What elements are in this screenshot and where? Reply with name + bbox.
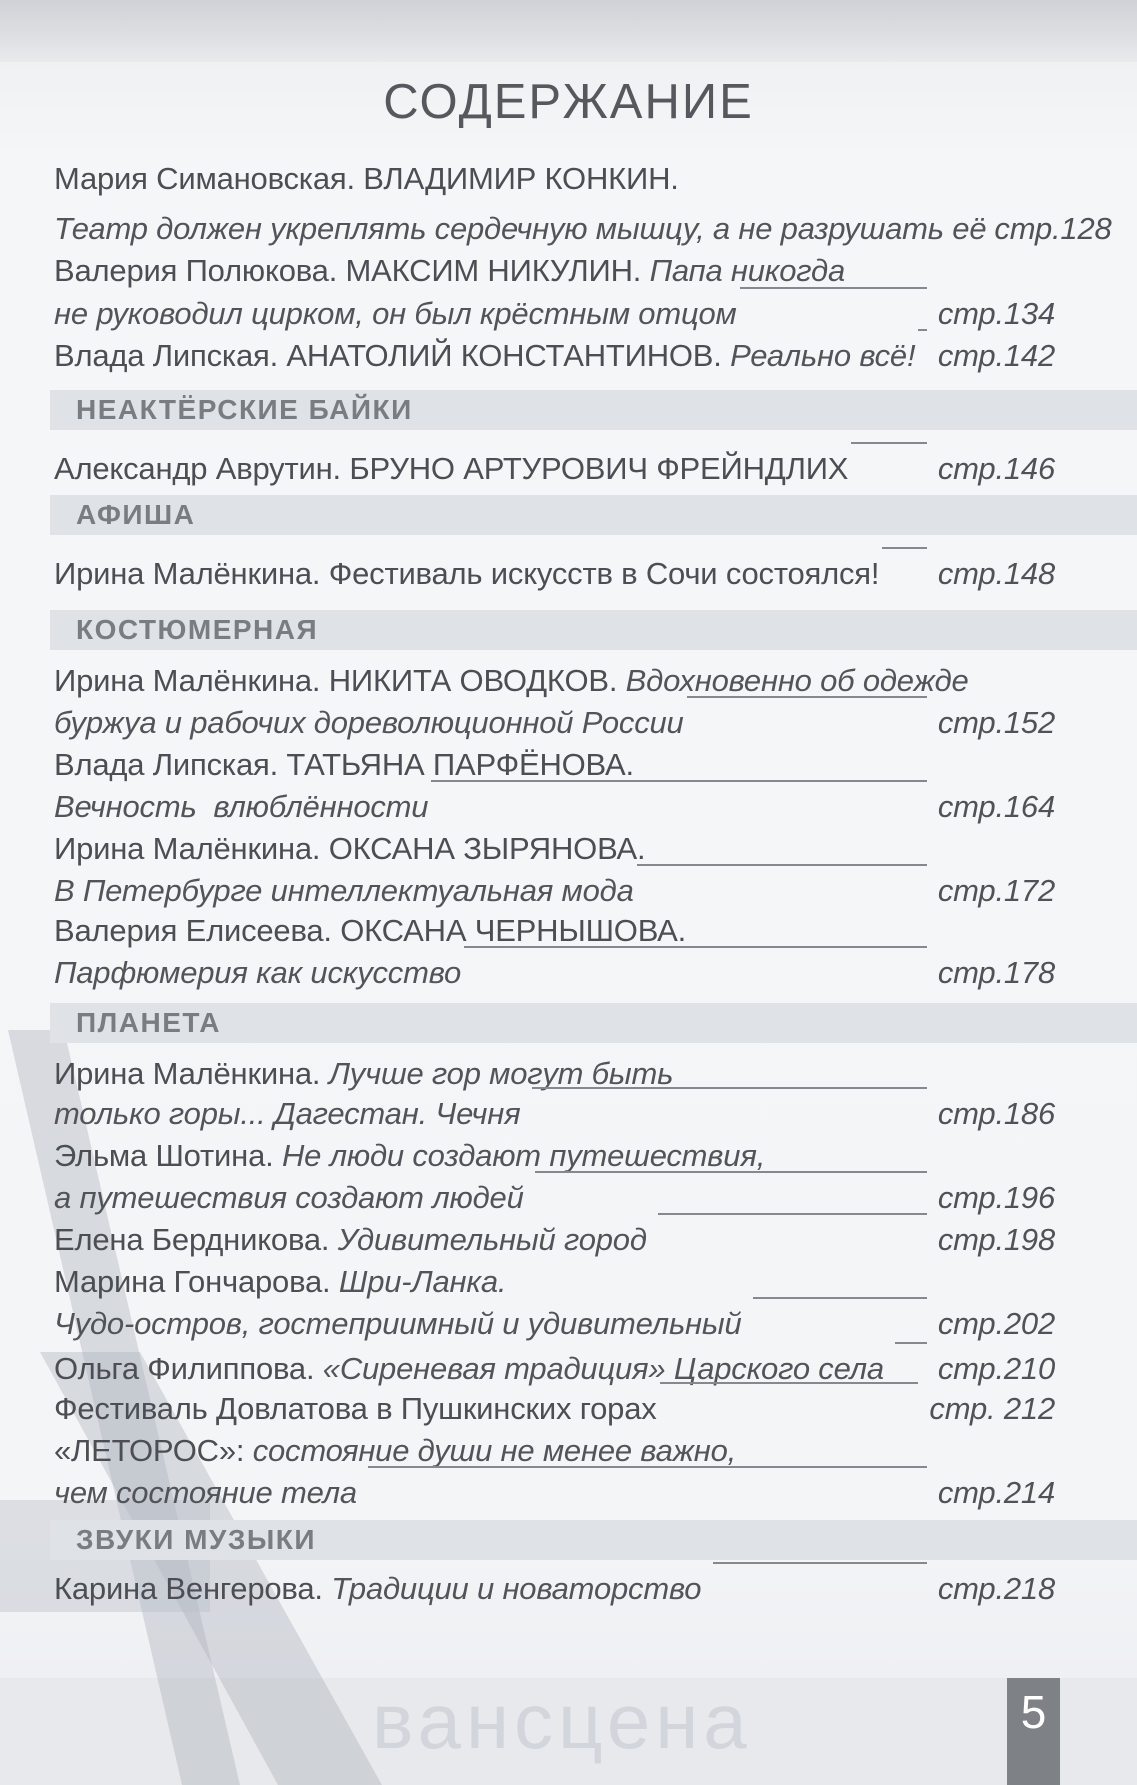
- entry-subtitle: состояние души не менее важно,: [252, 1433, 737, 1468]
- entry-subtitle: Реально всё!: [730, 338, 916, 373]
- toc-entry: [54, 450, 1055, 488]
- page-ref: стр.146: [937, 451, 1055, 486]
- toc-entry: [54, 1474, 1055, 1512]
- entry-author-title: Ирина Малёнкина. НИКИТА ОВОДКОВ.: [54, 663, 626, 698]
- toc-entry: [54, 1137, 1055, 1175]
- page-ref: стр.172: [937, 873, 1055, 908]
- section-header: [50, 390, 1137, 430]
- entry-author-title: Фестиваль Довлатова в Пушкинских горах: [54, 1391, 657, 1426]
- entry-subtitle: Традиции и новаторство: [331, 1571, 710, 1606]
- toc-entry: [54, 1221, 1055, 1259]
- page-ref: стр.214: [937, 1475, 1055, 1510]
- toc-entry: [54, 1390, 1055, 1428]
- entry-subtitle: Парфюмерия как искусство: [54, 955, 462, 990]
- toc-entry: [54, 954, 1055, 992]
- entry-subtitle: Не люди создают путешествия,: [281, 1138, 766, 1173]
- entry-author-title: Влада Липская. ТАТЬЯНА ПАРФЁНОВА.: [54, 747, 634, 782]
- entry-author-title: Ирина Малёнкина.: [54, 1056, 329, 1091]
- page-ref: стр.164: [937, 789, 1055, 824]
- toc-entry: [54, 1263, 1055, 1301]
- toc-entry: [54, 1432, 1055, 1470]
- entry-subtitle: чем состояние тела: [54, 1475, 366, 1510]
- toc-entry: [54, 210, 1112, 248]
- section-header: [50, 1520, 1137, 1560]
- toc-entry: [54, 337, 1055, 375]
- page-ref: стр.178: [937, 955, 1055, 990]
- toc-entry: [54, 295, 1055, 333]
- toc-entry: [54, 662, 1055, 700]
- toc-entry: [54, 1570, 1055, 1608]
- entry-subtitle: Вечность влюблённости: [54, 789, 429, 824]
- entry-author-title: Елена Бердникова.: [54, 1222, 338, 1257]
- entry-subtitle: В Петербурге интеллектуальная мода: [54, 873, 634, 908]
- entry-subtitle: Театр должен укреплять сердечную мышцу, а не разрушать её: [54, 211, 987, 246]
- section-header: [50, 610, 1137, 650]
- entry-author-title: «ЛЕТОРОС»:: [54, 1433, 253, 1468]
- toc-entry: [54, 252, 1055, 290]
- watermark-text: вансцена: [372, 1677, 752, 1765]
- page-ref: стр.196: [937, 1180, 1055, 1215]
- page-ref: стр.202: [937, 1306, 1055, 1341]
- toc-entry: [54, 1095, 1055, 1133]
- entry-author-title: Валерия Полюкова. МАКСИМ НИКУЛИН.: [54, 253, 650, 288]
- entry-author-title: Влада Липская. АНАТОЛИЙ КОНСТАНТИНОВ.: [54, 338, 731, 373]
- entry-subtitle: Лучше гор могут быть: [328, 1056, 674, 1091]
- page-ref: стр.198: [937, 1222, 1055, 1257]
- page-title: СОДЕРЖАНИЕ: [383, 75, 754, 129]
- entry-subtitle: Удивительный город: [337, 1222, 656, 1257]
- section-label: ЗВУКИ МУЗЫКИ: [76, 1524, 317, 1555]
- section-header: [50, 1003, 1137, 1043]
- entry-author-title: Валерия Елисеева. ОКСАНА ЧЕРНЫШОВА.: [54, 913, 687, 948]
- page-ref: стр.148: [937, 556, 1055, 591]
- entry-subtitle: Чудо-остров, гостеприимный и удивительный: [54, 1306, 750, 1341]
- toc-entry: [54, 555, 1055, 593]
- page-ref: стр.210: [937, 1351, 1055, 1386]
- toc-entry: [54, 160, 1055, 198]
- entry-subtitle: Вдохновенно об одежде: [625, 663, 969, 698]
- section-label: ПЛАНЕТА: [76, 1007, 221, 1038]
- section-label: НЕАКТЁРСКИЕ БАЙКИ: [76, 394, 413, 425]
- toc-entry: [54, 912, 1055, 950]
- page-number-badge: [1007, 1678, 1060, 1785]
- entry-subtitle: а путешествия создают людей: [54, 1180, 533, 1215]
- toc-entry: [54, 1179, 1055, 1217]
- entry-author-title: Александр Аврутин. БРУНО АРТУРОВИЧ ФРЕЙНДЛИХ: [54, 451, 849, 486]
- entry-subtitle: «Сиреневая традиция» Царского села: [322, 1351, 893, 1386]
- entry-author-title: Ольга Филиппова.: [54, 1351, 323, 1386]
- entry-subtitle: не руководил цирком, он был крёстным отцом: [54, 296, 737, 331]
- page-number: 5: [1020, 1686, 1047, 1738]
- toc-entry: [54, 830, 1055, 868]
- entry-author-title: Мария Симановская. ВЛАДИМИР КОНКИН.: [54, 161, 679, 196]
- entry-author-title: Ирина Малёнкина. Фестиваль искусств в Сочи состоялся!: [54, 556, 880, 591]
- page-ref: стр.186: [937, 1096, 1055, 1131]
- page-ref: стр.134: [937, 296, 1055, 331]
- page-ref: стр.152: [937, 705, 1055, 740]
- section-label: АФИША: [76, 499, 196, 530]
- page-ref: стр.218: [937, 1571, 1055, 1606]
- entry-author-title: Карина Венгерова.: [54, 1571, 332, 1606]
- entry-author-title: Марина Гончарова.: [54, 1264, 339, 1299]
- toc-entry: [54, 872, 1055, 910]
- entry-subtitle: Шри-Ланка.: [338, 1264, 507, 1299]
- toc-entry: [54, 788, 1055, 826]
- page-ref: стр.142: [937, 338, 1055, 373]
- page-ref: стр. 212: [929, 1391, 1055, 1426]
- entry-author-title: Эльма Шотина.: [54, 1138, 282, 1173]
- entry-subtitle: буржуа и рабочих дореволюционной России: [54, 705, 684, 740]
- section-label: КОСТЮМЕРНАЯ: [76, 614, 319, 645]
- entry-subtitle: только горы... Дагестан. Чечня: [54, 1096, 529, 1131]
- toc-entry: [54, 746, 1055, 784]
- entry-subtitle: Папа никогда: [649, 253, 845, 288]
- toc-entry: [54, 1305, 1055, 1343]
- section-header: [50, 495, 1137, 535]
- entry-author-title: Ирина Малёнкина. ОКСАНА ЗЫРЯНОВА.: [54, 831, 646, 866]
- page-ref: стр.128: [994, 211, 1112, 246]
- toc-entry: [54, 704, 1055, 742]
